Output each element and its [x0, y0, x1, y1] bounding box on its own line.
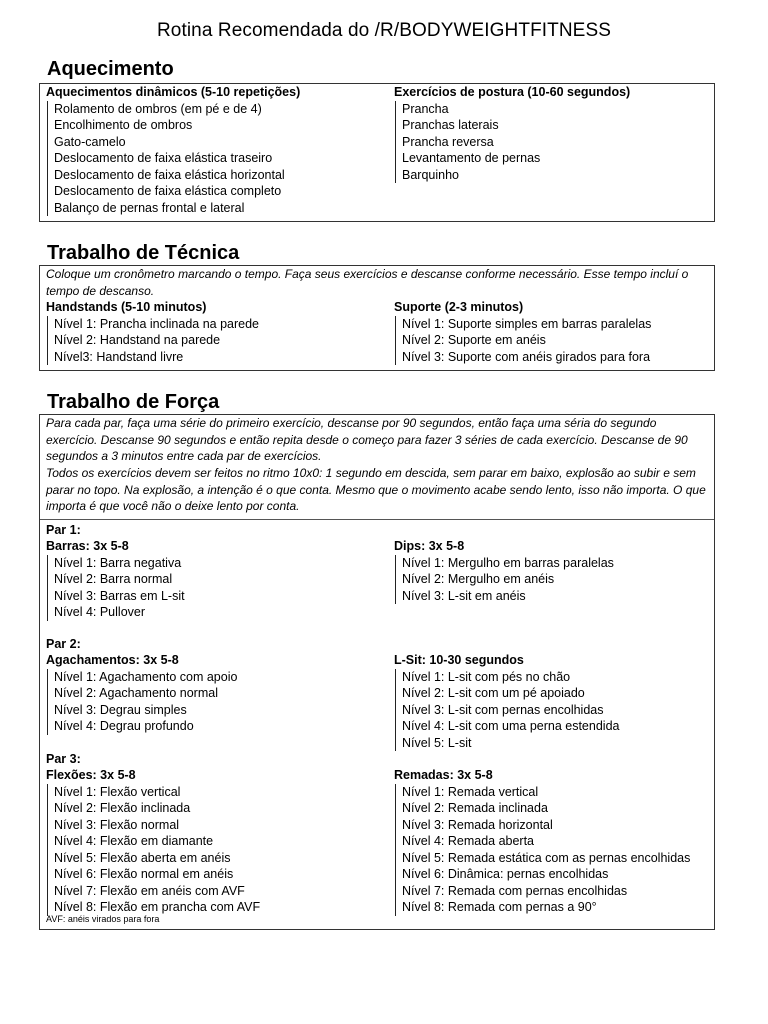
- support-header: Suporte (2-3 minutos): [394, 300, 524, 314]
- support-list: [395, 316, 651, 366]
- list-item: Nível 5: Flexão aberta em anéis: [54, 850, 231, 865]
- list-item: Nível 4: L-sit com uma perna estendida: [402, 719, 620, 733]
- pair-2-label: Par 2:: [46, 637, 81, 651]
- list-item: Nível 2: Suporte em anéis: [402, 333, 546, 347]
- strength-heading: Trabalho de Força: [47, 391, 220, 413]
- pullups-header: Barras: 3x 5-8: [46, 539, 129, 553]
- list-item: Nível 2: Mergulho em anéis: [402, 572, 555, 586]
- strength-intro-tempo: Todos os exercícios devem ser feitos no ritmo 10x0: 1 segundo em descida, sem parar em baixo, explosão ao subir e sem parar no topo. Na explosão, a intenção é o que conta. Mesmo que o movimento acabe sendo lento, isso não importa. O que importa é que você não o deixe lento por conta.: [46, 466, 706, 513]
- strength-box: [39, 414, 715, 930]
- technique-intro: Coloque um cronômetro marcando o tempo. Faça seus exercícios e descanse conforme necessário. Esse tempo incluí o tempo de descanso.: [46, 267, 689, 298]
- list-item: Nível 1: Suporte simples em barras paralelas: [402, 316, 652, 331]
- list-item: Nível 3: Barras em L-sit: [54, 588, 185, 603]
- list-item: Nível 2: Barra normal: [54, 572, 173, 586]
- list-item: Nível 4: Pullover: [54, 605, 146, 619]
- rows-header: Remadas: 3x 5-8: [394, 768, 493, 782]
- rows-column: [394, 767, 690, 916]
- pullups-column: [46, 538, 185, 621]
- list-item: Nível 3: Flexão normal: [54, 817, 180, 832]
- warmup-dynamic-column: [46, 84, 300, 216]
- list-item: Nível 1: Barra negativa: [54, 555, 182, 570]
- dips-list: [395, 555, 614, 605]
- list-item: Nível 1: Mergulho em barras paralelas: [402, 555, 614, 570]
- handstands-list: [47, 316, 259, 366]
- list-item: Nível 5: L-sit: [402, 735, 472, 750]
- pushups-list: [47, 784, 260, 916]
- warmup-posture-header: Exercícios de postura (10-60 segundos): [394, 85, 631, 99]
- list-item: Nível 3: L-sit em anéis: [402, 588, 526, 603]
- footnote: AVF: anéis virados para fora: [46, 914, 160, 924]
- list-item: Levantamento de pernas: [402, 151, 541, 165]
- list-item: Pranchas laterais: [402, 118, 499, 132]
- squats-column: [46, 652, 237, 735]
- list-item: Nível3: Handstand livre: [54, 349, 184, 364]
- list-item: Nível 2: Remada inclinada: [402, 801, 548, 815]
- warmup-heading: Aquecimento: [47, 58, 174, 80]
- pair-3-label: Par 3:: [46, 752, 81, 766]
- list-item: Prancha reversa: [402, 134, 494, 149]
- list-item: Nível 3: Remada horizontal: [402, 817, 553, 832]
- list-item: Nível 1: Flexão vertical: [54, 784, 181, 799]
- list-item: Nível 3: L-sit com pernas encolhidas: [402, 702, 604, 717]
- list-item: Barquinho: [402, 167, 459, 182]
- list-item: Nível 8: Flexão em prancha com AVF: [54, 900, 261, 914]
- list-item: Nível 7: Remada com pernas encolhidas: [402, 883, 628, 898]
- list-item: Nível 1: L-sit com pés no chão: [402, 669, 571, 684]
- dips-header: Dips: 3x 5-8: [394, 539, 465, 553]
- squats-list: [47, 669, 237, 735]
- handstands-header: Handstands (5-10 minutos): [46, 300, 207, 314]
- list-item: Nível 3: Suporte com anéis girados para fora: [402, 349, 651, 364]
- lsit-header: L-Sit: 10-30 segundos: [394, 653, 524, 667]
- warmup-dynamic-header: Aquecimentos dinâmicos (5-10 repetições): [46, 85, 301, 99]
- technique-box: [39, 265, 715, 371]
- list-item: Encolhimento de ombros: [54, 118, 193, 132]
- page-title: Rotina Recomendada do /R/BODYWEIGHTFITNESS: [156, 20, 612, 41]
- list-item: Nível 2: Agachamento normal: [54, 686, 218, 700]
- lsit-column: [394, 652, 619, 751]
- list-item: Nível 7: Flexão em anéis com AVF: [54, 883, 245, 898]
- list-item: Nível 2: Flexão inclinada: [54, 801, 191, 815]
- list-item: Nível 5: Remada estática com as pernas encolhidas: [402, 850, 691, 865]
- list-item: Nível 3: Degrau simples: [54, 702, 187, 717]
- list-item: Deslocamento de faixa elástica traseiro: [54, 151, 273, 165]
- technique-heading: Trabalho de Técnica: [47, 242, 240, 264]
- rows-list: [395, 784, 690, 916]
- warmup-dynamic-list: [47, 101, 300, 217]
- list-item: Nível 4: Flexão em diamante: [54, 834, 214, 848]
- pullups-list: [47, 555, 185, 621]
- list-item: Gato-camelo: [54, 134, 126, 149]
- warmup-box: [39, 83, 715, 222]
- list-item: Nível 1: Agachamento com apoio: [54, 669, 238, 684]
- list-item: Nível 6: Flexão normal em anéis: [54, 867, 234, 881]
- list-item: Nível 2: L-sit com um pé apoiado: [402, 686, 585, 700]
- list-item: Nível 4: Remada aberta: [402, 834, 535, 848]
- support-column: [394, 299, 651, 365]
- pushups-column: [46, 767, 260, 916]
- list-item: Deslocamento de faixa elástica horizontal: [54, 167, 285, 182]
- list-item: Deslocamento de faixa elástica completo: [54, 184, 282, 198]
- list-item: Balanço de pernas frontal e lateral: [54, 200, 245, 215]
- list-item: Nível 2: Handstand na parede: [54, 333, 221, 347]
- warmup-posture-list: [395, 101, 630, 184]
- list-item: Nível 6: Dinâmica: pernas encolhidas: [402, 867, 609, 881]
- list-item: Rolamento de ombros (em pé e de 4): [54, 101, 262, 116]
- pair-1-label: Par 1:: [46, 523, 81, 537]
- pushups-header: Flexões: 3x 5-8: [46, 768, 136, 782]
- list-item: Nível 1: Remada vertical: [402, 784, 539, 799]
- dips-column: [394, 538, 614, 604]
- divider: [40, 519, 714, 520]
- strength-intro-rest: Para cada par, faça uma série do primeiro exercício, descanse por 90 segundos, então faça uma séria do segundo exercício. Descanse 90 segundos e então repita desde o começo para fazer 3 séries de cada exercício. Descanse de 90 segundos a 3 minutos entre cada par de exercícios.: [46, 416, 688, 463]
- list-item: Prancha: [402, 101, 449, 116]
- squats-header: Agachamentos: 3x 5-8: [46, 653, 179, 667]
- lsit-list: [395, 669, 619, 752]
- list-item: Nível 4: Degrau profundo: [54, 719, 194, 733]
- warmup-posture-column: [394, 84, 630, 183]
- list-item: Nível 8: Remada com pernas a 90°: [402, 900, 597, 914]
- handstands-column: [46, 299, 259, 365]
- list-item: Nível 1: Prancha inclinada na parede: [54, 316, 259, 331]
